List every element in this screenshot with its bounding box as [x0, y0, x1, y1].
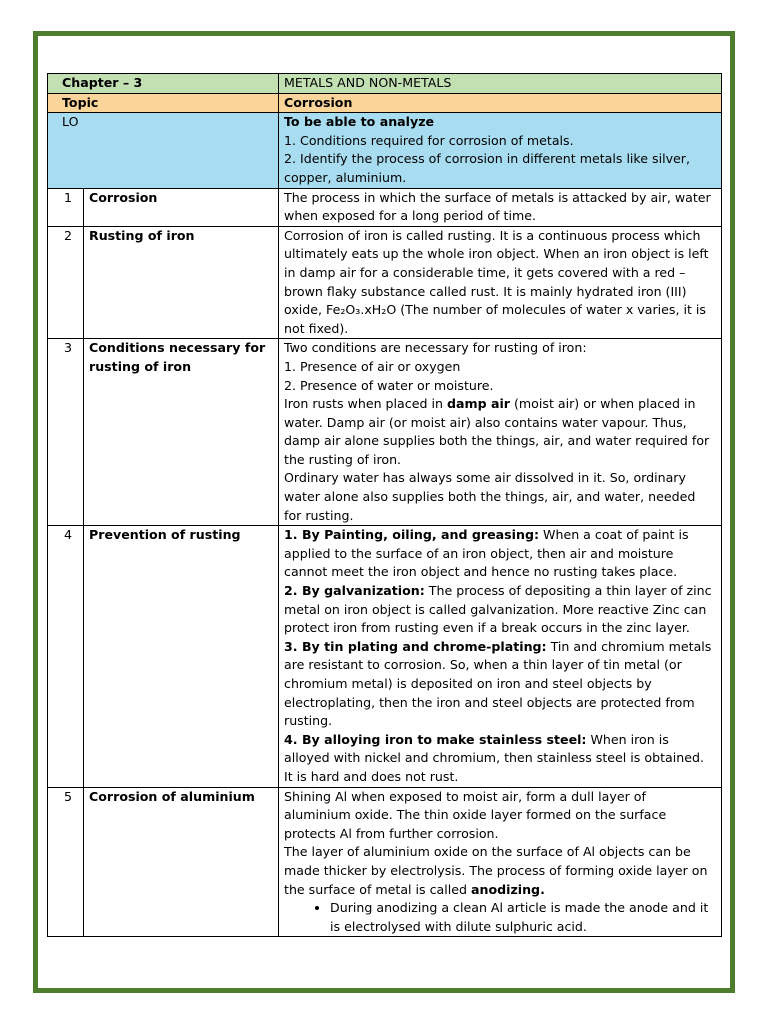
prevention-method [284, 638, 716, 731]
row-description [279, 526, 722, 787]
topic-row [48, 93, 722, 113]
lo-heading: To be able to analyze [284, 114, 435, 130]
prevention-method [284, 582, 716, 638]
method-text: Tin and chromium metals are resistant to corrosion. So, when a thin layer of tin metal (or chromium metal) is deposited on iron and steel objects by electroplating, then the iron and steel objects are protected from rusting. [284, 638, 712, 729]
damp-air-pre: Iron rusts when placed in [284, 396, 447, 412]
row-description [279, 339, 722, 526]
lo-content [279, 113, 722, 188]
chapter-label: Chapter – 3 [48, 74, 279, 94]
row-description [279, 787, 722, 937]
row-number: 4 [48, 526, 84, 787]
topic-label: Topic [48, 93, 279, 113]
table-row [48, 339, 722, 526]
prevention-method [284, 731, 716, 787]
table-row [48, 188, 722, 226]
anodizing-pre: The layer of aluminium oxide on the surface of Al objects can be made thicker by electrolysis. The process of forming oxide layer on the surface of metal is called [284, 844, 708, 897]
method-title: 2. By galvanization: [284, 583, 425, 599]
condition-line: 1. Presence of air or oxygen [284, 358, 461, 374]
row-description: Corrosion of iron is called rusting. It is a continuous process which ultimately eats up the whole iron object. When an iron object is left in damp air for a considerable time, it gets covered with a red – brown flaky substance called rust. It is mainly hydrated iron (III) oxide, Fe₂O₃.xH₂O (The number of molecules of water x varies, it is not fixed). [279, 226, 722, 339]
row-description: The process in which the surface of metals is attacked by air, water when exposed for a long period of time. [279, 188, 722, 226]
notes-table [47, 73, 722, 937]
row-number: 5 [48, 787, 84, 937]
ordinary-water-paragraph: Ordinary water has always some air dissolved in it. So, ordinary water alone also supplies both the things, air, and water, needed for rusting. [284, 470, 696, 523]
anodizing-list [284, 899, 716, 936]
damp-air-paragraph [284, 395, 716, 469]
row-term: Prevention of rusting [84, 526, 279, 787]
method-text: The process of depositing a thin layer of zinc metal on iron object is called galvanization. More reactive Zinc can protect iron from rusting even if a break occurs in the zinc layer. [284, 583, 712, 636]
lo-item: 2. Identify the process of corrosion in different metals like silver, copper, aluminium. [284, 151, 690, 185]
prevention-method [284, 526, 716, 582]
method-text: When a coat of paint is applied to the surface of an iron object, then air and moisture cannot meet the iron object and hence no rusting takes place. [284, 527, 689, 580]
row-term: Corrosion [84, 188, 279, 226]
row-number: 1 [48, 188, 84, 226]
aluminium-paragraph: Shining Al when exposed to moist air, form a dull layer of aluminium oxide. The thin oxide layer formed on the surface protects Al from further corrosion. [284, 788, 667, 841]
condition-line: Two conditions are necessary for rusting of iron: [284, 340, 587, 356]
list-item: • During anodizing a clean Al article is made the anode and it is electrolysed with dilute sulphuric acid. [330, 899, 716, 936]
anodizing-paragraph [284, 843, 716, 899]
chapter-title: METALS AND NON-METALS [279, 74, 722, 94]
table-row [48, 526, 722, 787]
row-term: Conditions necessary for rusting of iron [84, 339, 279, 526]
row-number: 2 [48, 226, 84, 339]
lo-row [48, 113, 722, 188]
damp-air-post: (moist air) or when placed in water. Damp air (or moist air) also contains water vapour. Thus, damp air alone supplies both the things, air, and water required for the rusting of iron. [284, 396, 710, 467]
table-row [48, 226, 722, 339]
method-title: 3. By tin plating and chrome-plating: [284, 638, 547, 654]
anodizing-term: anodizing. [471, 881, 545, 897]
condition-line: 2. Presence of water or moisture. [284, 377, 494, 393]
row-term: Corrosion of aluminium [84, 787, 279, 937]
method-title: 4. By alloying iron to make stainless steel: [284, 731, 587, 747]
row-term: Rusting of iron [84, 226, 279, 339]
lo-item: 1. Conditions required for corrosion of metals. [284, 132, 574, 148]
lo-label: LO [48, 113, 279, 188]
chapter-row [48, 74, 722, 94]
damp-air-term: damp air [446, 396, 510, 412]
table-row [48, 787, 722, 937]
topic-value: Corrosion [279, 93, 722, 113]
row-number: 3 [48, 339, 84, 526]
method-text: When iron is alloyed with nickel and chromium, then stainless steel is obtained. It is hard and does not rust. [284, 731, 704, 784]
method-title: 1. By Painting, oiling, and greasing: [284, 527, 540, 543]
